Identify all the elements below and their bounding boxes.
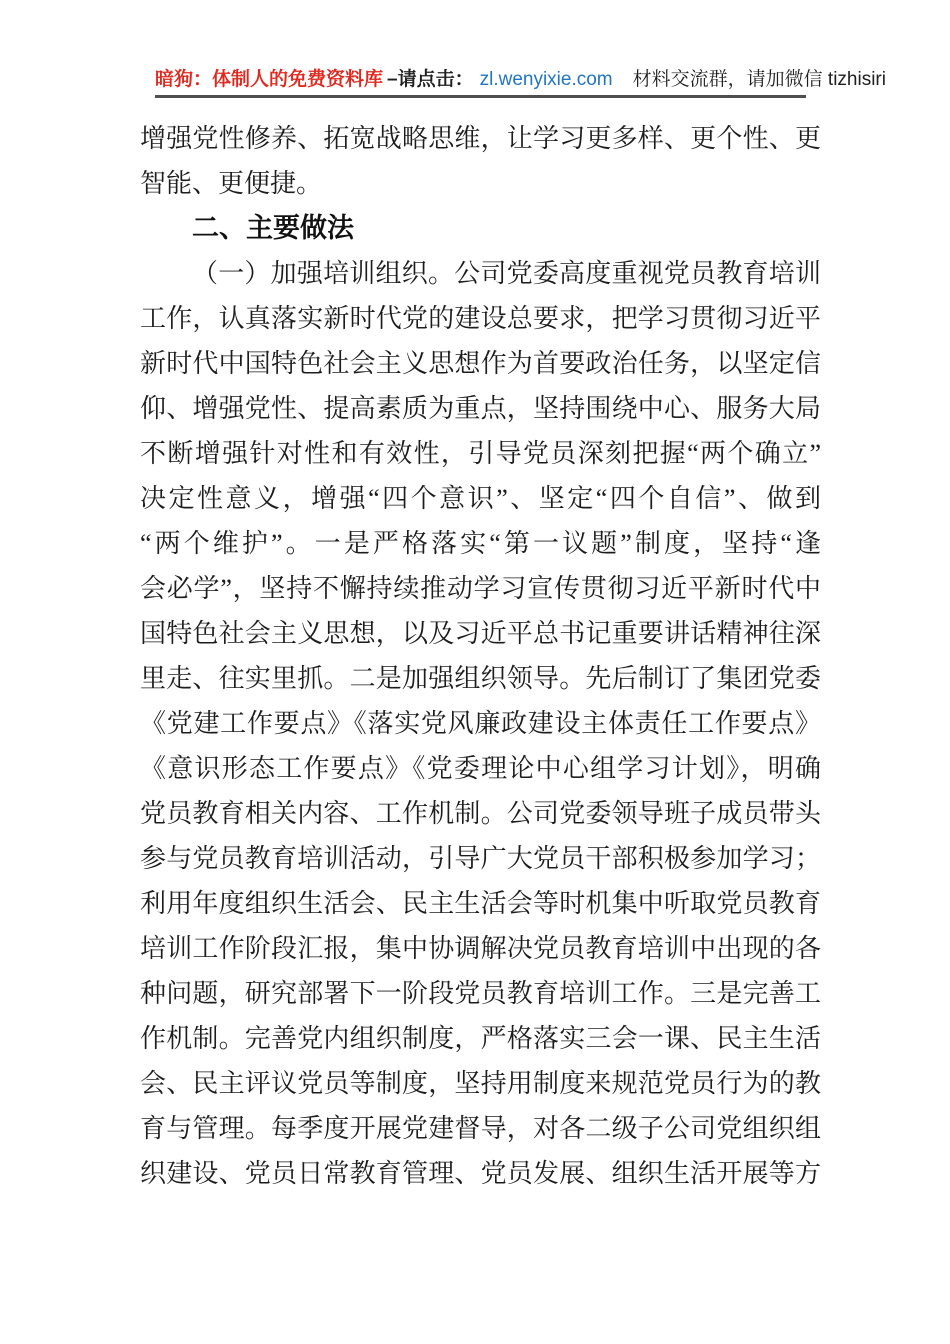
document-line: 织建设、党员日常教育管理、党员发展、组织生活开展等方: [140, 1159, 821, 1188]
document-line: 工作，认真落实新时代党的建设总要求，把学习贯彻习近平: [140, 304, 821, 333]
document-line: （一）加强培训组织。公司党委高度重视党员教育培训: [192, 259, 821, 288]
document-line: 会必学”，坚持不懈持续推动学习宣传贯彻习近平新时代中: [140, 574, 821, 603]
promo-click-prompt: –请点击：: [387, 69, 474, 90]
document-line: 国特色社会主义思想，以及习近平总书记重要讲话精神往深: [140, 619, 821, 648]
document-line: 增强党性修养、拓宽战略思维，让学习更多样、更个性、更: [140, 124, 821, 153]
document-line: 参与党员教育培训活动，引导广大党员干部积极参加学习；: [140, 844, 821, 873]
document-line: 智能、更便捷。: [140, 169, 323, 198]
document-body: [140, 116, 821, 1196]
document-line: 《党建工作要点》《落实党风廉政建设主体责任工作要点》: [140, 709, 821, 738]
promo-link[interactable]: zl.wenyixie.com: [479, 69, 613, 90]
document-line: 《意识形态工作要点》《党委理论中心组学习计划》，明确: [140, 754, 821, 783]
document-line: 育与管理。每季度开展党建督导，对各二级子公司党组织组: [140, 1114, 821, 1143]
document-line: 种问题，研究部署下一阶段党员教育培训工作。三是完善工: [140, 979, 821, 1008]
section-heading: 二、主要做法: [192, 213, 354, 243]
document-line: “两个维护”。一是严格落实“第一议题”制度，坚持“逢: [140, 529, 821, 558]
promo-brand-text: 暗狗：体制人的免费资料库: [155, 69, 384, 90]
promo-header: [155, 64, 886, 91]
document-line: 决定性意义，增强“四个意识”、坚定“四个自信”、做到: [140, 484, 821, 513]
document-line: 作机制。完善党内组织制度，严格落实三会一课、民主生活: [140, 1024, 821, 1053]
document-line: 里走、往实里抓。二是加强组织领导。先后制订了集团党委: [140, 664, 821, 693]
document-line: 新时代中国特色社会主义思想作为首要政治任务，以坚定信: [140, 349, 821, 378]
header-divider: [155, 95, 806, 98]
document-line: 党员教育相关内容、工作机制。公司党委领导班子成员带头: [140, 799, 821, 828]
document-line: 会、民主评议党员等制度，坚持用制度来规范党员行为的教: [140, 1069, 821, 1098]
document-line: 仰、增强党性、提高素质为重点，坚持围绕中心、服务大局: [140, 394, 821, 423]
document-line: 不断增强针对性和有效性，引导党员深刻把握“两个确立”: [140, 439, 821, 468]
document-line: 培训工作阶段汇报，集中协调解决党员教育培训中出现的各: [140, 934, 821, 963]
promo-group-note: 材料交流群，请加微信 tizhisiri: [632, 69, 886, 90]
document-line: 利用年度组织生活会、民主生活会等时机集中听取党员教育: [140, 889, 821, 918]
